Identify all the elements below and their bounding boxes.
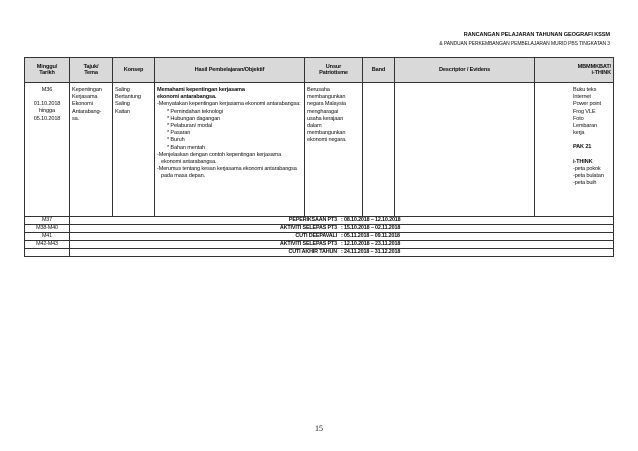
schedule-entry: CUTI AKHIR TAHUN : 24.11.2018 – 31.12.2018	[70, 249, 614, 257]
col-header-unsur: Unsur Patriotisme	[305, 58, 363, 83]
col-header-band: Band	[363, 58, 395, 83]
cell-descriptor	[395, 83, 535, 217]
schedule-row	[25, 225, 614, 233]
document-subtitle: & PANDUAN PERKEMBANGAN PEMBELAJARAN MURID PBS TINGKATAN 3	[439, 41, 610, 47]
cell-mbm: Buku teks Internet Power point Frog VLE Foto Lembaran kerja PAK 21 i-THINK -peta pokok -peta bulatan -peta buih	[535, 83, 614, 217]
cell-minggu: M36 01.10.2018 hingga 05.10.2018	[25, 83, 70, 217]
col-header-tajuk: Tajuk/ Tema	[70, 58, 113, 83]
table-row	[25, 83, 614, 217]
schedule-row	[25, 249, 614, 257]
table-header-row	[25, 58, 614, 83]
schedule-entry: AKTIVITI SELEPAS PT3 : 12.10.2018 – 23.11.2018	[70, 241, 614, 249]
schedule-week	[25, 249, 70, 257]
col-header-descriptor: Descriptor / Evidens	[395, 58, 535, 83]
cell-konsep: Saling Bertantung Saling Kaitan	[113, 83, 155, 217]
cell-hasil: Memahami kepentingan kerjasama ekonomi antarabangsa. -Menyatakan kepentingan kerjasama ekonomi antarabangsa: * Pemindahan teknologi * Hubungan dagangan * Pelaburan/ modal * Pasaran * Buruh * Bahan mentah -Menjelaskan dengan contoh kepentingan kerjasama ekonomi antarabangsa. -Merumus tentang kesan kerjasama ekonomi antarabangsa pada masa depan.	[155, 83, 305, 217]
schedule-entry: AKTIVITI SELEPAS PT3 : 15.10.2018 – 02.11.2018	[70, 225, 614, 233]
schedule-week: M38-M40	[25, 225, 70, 233]
col-header-hasil: Hasil Pembelajaran/Objektif	[155, 58, 305, 83]
schedule-week: M41	[25, 233, 70, 241]
schedule-week: M37	[25, 217, 70, 225]
cell-unsur: Berusaha membangunkan negara Malaysia mengharagai usaha kerajaan dalam membangunkan ekonomi negara.	[305, 83, 363, 217]
schedule-row	[25, 217, 614, 225]
col-header-minggu: Minggu/ Tarikh	[25, 58, 70, 83]
ithink-label: i-THINK	[573, 158, 593, 165]
schedule-entry: PEPERIKSAAN PT3 : 08.10.2018 – 12.10.2018	[70, 217, 614, 225]
schedule-entry: CUTI DEEPAVALI : 05.11.2018 – 09.11.2018	[70, 233, 614, 241]
col-header-mbm: MBMMKBAT/ i-THINK	[535, 58, 614, 83]
hasil-title: Memahami kepentingan kerjasama ekonomi antarabangsa.	[157, 87, 245, 101]
schedule-week: M42-M43	[25, 241, 70, 249]
lesson-plan-table	[24, 57, 614, 257]
page-number: 15	[315, 424, 323, 433]
schedule-row	[25, 233, 614, 241]
col-header-konsep: Konsep	[113, 58, 155, 83]
pak21-label: PAK 21	[573, 144, 592, 151]
cell-tajuk: Kepentingan Kerjasama Ekonomi Antarabang- sa.	[70, 83, 113, 217]
schedule-row	[25, 241, 614, 249]
document-title: RANCANGAN PELAJARAN TAHUNAN GEOGRAFI KSSM	[463, 32, 610, 38]
cell-band	[363, 83, 395, 217]
